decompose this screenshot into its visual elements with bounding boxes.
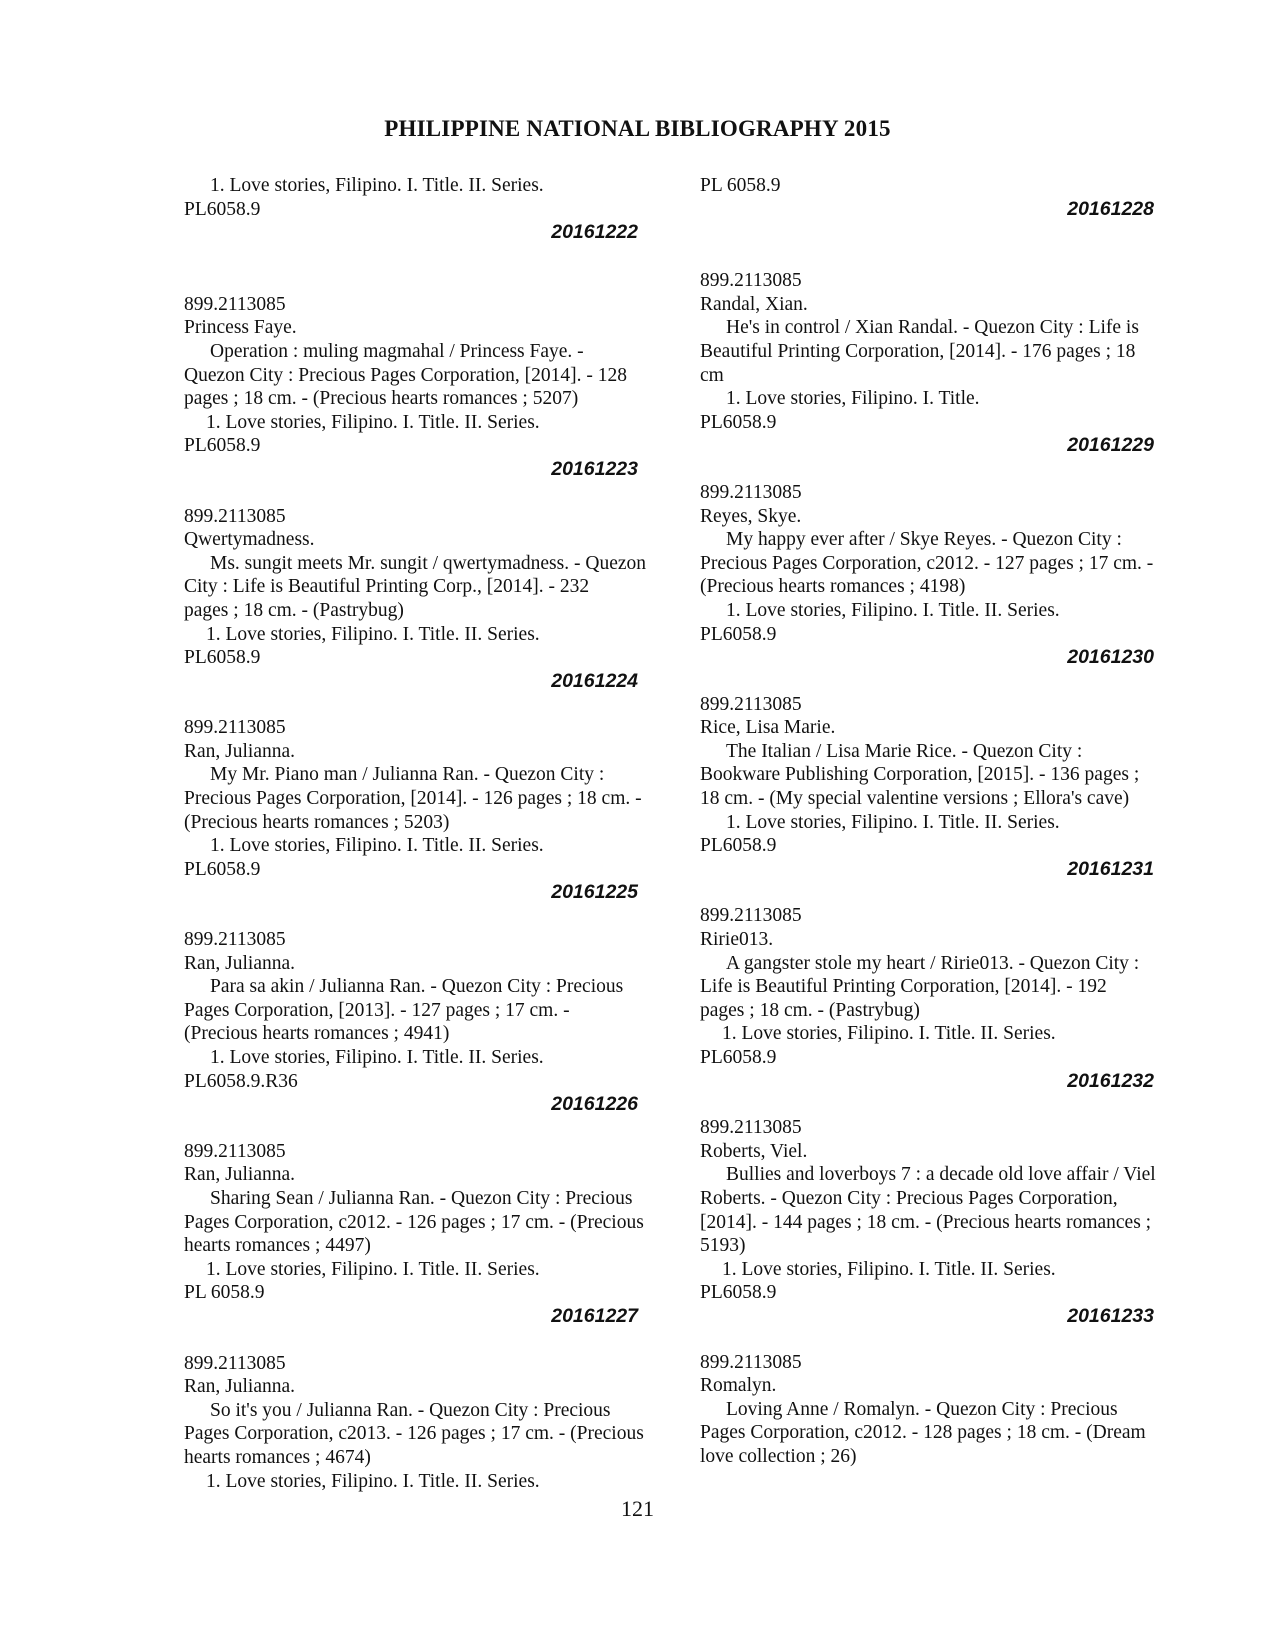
record-number: 20161232 xyxy=(1067,1069,1154,1092)
author: Rice, Lisa Marie. xyxy=(700,717,836,739)
call-number: PL6058.9 xyxy=(700,1282,777,1304)
bib-entry xyxy=(700,693,1180,882)
call-number: PL6058.9 xyxy=(700,411,777,433)
subject-line: 1. Love stories, Filipino. I. Title. II. Series. xyxy=(722,1258,1056,1280)
call-number: PL6058.9 xyxy=(184,858,261,880)
author: Randal, Xian. xyxy=(700,293,808,315)
bib-entry xyxy=(700,904,1180,1093)
description-line: (Precious hearts romances ; 4198) xyxy=(700,576,966,598)
description-line: Bullies and loverboys 7 : a decade old love affair / Viel xyxy=(726,1164,1156,1186)
bib-entry xyxy=(184,716,664,905)
description-line: Pages Corporation, c2013. - 126 pages ; 17 cm. - (Precious xyxy=(184,1423,644,1445)
description-line: love collection ; 26) xyxy=(700,1445,857,1467)
subject-line: 1. Love stories, Filipino. I. Title. II. Series. xyxy=(206,1258,540,1280)
description-line: (Precious hearts romances ; 4941) xyxy=(184,1023,450,1045)
call-number: PL6058.9 xyxy=(700,623,777,645)
author: Ran, Julianna. xyxy=(184,1376,296,1398)
description-line: pages ; 18 cm. - (Pastrybug) xyxy=(700,999,920,1021)
description-line: Ms. sungit meets Mr. sungit / qwertymadness. - Quezon xyxy=(210,552,646,574)
description-line: Roberts. - Quezon City : Precious Pages Corporation, xyxy=(700,1187,1118,1209)
right-column xyxy=(700,174,1180,1469)
subject-line: 1. Love stories, Filipino. I. Title. II. Series. xyxy=(210,835,544,857)
record-number: 20161233 xyxy=(1067,1304,1154,1327)
page-title: PHILIPPINE NATIONAL BIBLIOGRAPHY 2015 xyxy=(384,116,891,141)
bib-entry xyxy=(184,1352,664,1494)
description-line: So it's you / Julianna Ran. - Quezon City : Precious xyxy=(210,1399,611,1421)
call-number: PL 6058.9 xyxy=(184,1282,265,1304)
description-line: My happy ever after / Skye Reyes. - Quezon City : xyxy=(726,529,1122,551)
entry-continued xyxy=(184,174,664,245)
description-line: My Mr. Piano man / Julianna Ran. - Quezon City : xyxy=(210,764,605,786)
author: Ririe013. xyxy=(700,929,774,951)
record-number: 20161230 xyxy=(1067,646,1154,669)
bib-entry xyxy=(700,1116,1180,1328)
left-column xyxy=(184,174,664,1493)
subject-line: 1. Love stories, Filipino. I. Title. xyxy=(726,388,980,410)
record-number: 20161223 xyxy=(551,457,638,480)
author: Princess Faye. xyxy=(184,317,297,339)
bib-entry xyxy=(184,505,664,694)
record-number: 20161228 xyxy=(1067,197,1154,220)
description-line: hearts romances ; 4497) xyxy=(184,1235,371,1257)
description-line: 18 cm. - (My special valentine versions ; Ellora's cave) xyxy=(700,788,1130,810)
class-number: 899.2113085 xyxy=(184,505,286,527)
author: Ran, Julianna. xyxy=(184,740,296,762)
class-number: 899.2113085 xyxy=(184,1352,286,1374)
class-number: 899.2113085 xyxy=(700,1351,802,1373)
bib-entry xyxy=(700,481,1180,670)
description-line: A gangster stole my heart / Ririe013. - Quezon City : xyxy=(726,952,1140,974)
bib-entry xyxy=(184,1140,664,1329)
class-number: 899.2113085 xyxy=(700,693,802,715)
class-number: 899.2113085 xyxy=(700,1117,802,1139)
record-number: 20161227 xyxy=(551,1304,638,1327)
description-line: Loving Anne / Romalyn. - Quezon City : Precious xyxy=(726,1398,1118,1420)
author: Romalyn. xyxy=(700,1375,777,1397)
author: Ran, Julianna. xyxy=(184,952,296,974)
class-number: 899.2113085 xyxy=(184,717,286,739)
bib-entry xyxy=(184,928,664,1117)
record-number: 20161229 xyxy=(1067,434,1154,457)
description-line: (Precious hearts romances ; 5203) xyxy=(184,811,450,833)
author: Reyes, Skye. xyxy=(700,505,802,527)
description-line: Operation : muling magmahal / Princess Faye. - xyxy=(210,340,584,362)
call-number: PL6058.9 xyxy=(184,647,261,669)
record-number: 20161224 xyxy=(551,669,638,692)
bib-entry xyxy=(184,293,664,482)
class-number: 899.2113085 xyxy=(184,929,286,951)
description-line: The Italian / Lisa Marie Rice. - Quezon City : xyxy=(726,740,1083,762)
class-number: 899.2113085 xyxy=(700,270,802,292)
entry-continued xyxy=(700,174,1180,221)
description-line: Pages Corporation, [2013]. - 127 pages ; 17 cm. - xyxy=(184,999,570,1021)
bib-entry xyxy=(700,269,1180,458)
description-line: Quezon City : Precious Pages Corporation, [2014]. - 128 xyxy=(184,364,628,386)
subject-line: 1. Love stories, Filipino. I. Title. II. Series. xyxy=(722,1023,1056,1045)
description-line: Sharing Sean / Julianna Ran. - Quezon City : Precious xyxy=(210,1187,633,1209)
description-line: Precious Pages Corporation, [2014]. - 126 pages ; 18 cm. - xyxy=(184,788,642,810)
description-line: pages ; 18 cm. - (Pastrybug) xyxy=(184,599,404,621)
record-number: 20161225 xyxy=(551,881,638,904)
description-line: He's in control / Xian Randal. - Quezon City : Life is xyxy=(726,317,1139,339)
subject-line: 1. Love stories, Filipino. I. Title. II. Series. xyxy=(210,1047,544,1068)
class-number: 899.2113085 xyxy=(700,481,802,503)
record-number: 20161222 xyxy=(551,221,638,244)
bib-entry xyxy=(700,1351,1180,1469)
call-number: PL6058.9 xyxy=(184,435,261,457)
subject-line: 1. Love stories, Filipino. I. Title. II. Series. xyxy=(726,811,1060,833)
description-line: Precious Pages Corporation, c2012. - 127 pages ; 17 cm. - xyxy=(700,552,1154,574)
description-line: City : Life is Beautiful Printing Corp., [2014]. - 232 xyxy=(184,576,590,598)
class-number: 899.2113085 xyxy=(184,1140,286,1162)
description-line: pages ; 18 cm. - (Precious hearts romances ; 5207) xyxy=(184,388,579,410)
subject-line: 1. Love stories, Filipino. I. Title. II. Series. xyxy=(206,623,540,645)
author: Ran, Julianna. xyxy=(184,1164,296,1186)
record-number: 20161231 xyxy=(1067,857,1154,880)
description-line: 5193) xyxy=(700,1235,746,1257)
subject-line: 1. Love stories, Filipino. I. Title. II. Series. xyxy=(210,175,544,196)
description-line: [2014]. - 144 pages ; 18 cm. - (Precious hearts romances ; xyxy=(700,1211,1152,1233)
description-line: Life is Beautiful Printing Corporation, [2014]. - 192 xyxy=(700,976,1107,998)
description-line: cm xyxy=(700,364,724,386)
call-number: PL6058.9 xyxy=(700,835,777,857)
subject-line: 1. Love stories, Filipino. I. Title. II. Series. xyxy=(726,599,1060,621)
call-number: PL6058.9.R36 xyxy=(184,1070,298,1092)
subject-line: 1. Love stories, Filipino. I. Title. II. Series. xyxy=(206,411,540,433)
call-number: PL6058.9 xyxy=(184,198,261,220)
call-number: PL 6058.9 xyxy=(700,175,781,196)
call-number: PL6058.9 xyxy=(700,1047,777,1068)
subject-line: 1. Love stories, Filipino. I. Title. II. Series. xyxy=(206,1470,540,1492)
class-number: 899.2113085 xyxy=(184,293,286,315)
description-line: Pages Corporation, c2012. - 126 pages ; 17 cm. - (Precious xyxy=(184,1211,644,1233)
class-number: 899.2113085 xyxy=(700,905,802,927)
description-line: hearts romances ; 4674) xyxy=(184,1446,371,1468)
description-line: Bookware Publishing Corporation, [2015]. - 136 pages ; xyxy=(700,764,1140,786)
record-number: 20161226 xyxy=(551,1093,638,1116)
description-line: Para sa akin / Julianna Ran. - Quezon City : Precious xyxy=(210,976,624,998)
page-number: 121 xyxy=(621,1496,654,1521)
description-line: Beautiful Printing Corporation, [2014]. - 176 pages ; 18 xyxy=(700,340,1136,362)
description-line: Pages Corporation, c2012. - 128 pages ; 18 cm. - (Dream xyxy=(700,1422,1146,1444)
author: Qwertymadness. xyxy=(184,529,315,551)
author: Roberts, Viel. xyxy=(700,1140,808,1162)
